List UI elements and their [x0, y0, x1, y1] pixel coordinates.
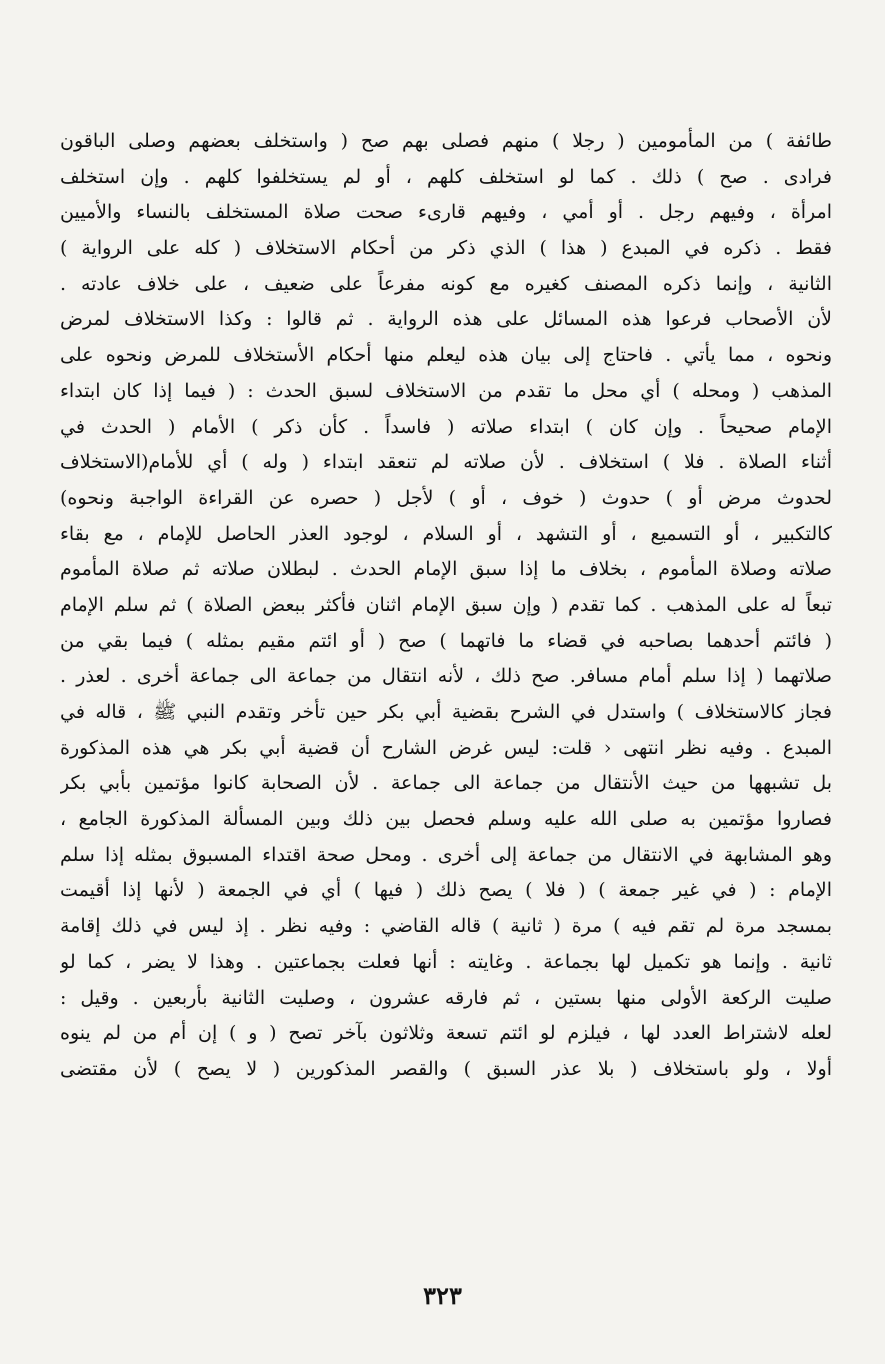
text-line: صلاته وصلاة المأموم ، بخلاف ما إذا سبق الإمام الحدث . لبطلان صلاته ثم صلاة المأموم	[60, 558, 832, 581]
text-line: المذهب ( ومحله ) أي محل ما تقدم من الاستخلاف لسبق الحدث : ( فيما إذا كان ابتداء	[60, 379, 832, 402]
text-line: بمسجد مرة لم تقم فيه ) مرة ( ثانية ) قاله القاضي : وفيه نظر . إذ ليس في ذلك إقامة	[60, 915, 832, 938]
text-line: المبدع . وفيه نظر انتهى ‹ قلت: ليس غرض الشارح أن قضية أبي بكر هي هذه المذكورة	[60, 736, 832, 759]
text-line: بل تشبهها من حيث الأنتقال من جماعة الى جماعة . لأن الصحابة كانوا مؤتمين بأبي بكر	[60, 772, 832, 795]
text-line: لعله لاشتراط العدد لها ، فيلزم لو ائتم تسعة وثلاثون بآخر تصح ( و ) إن أم من لم ينوه	[60, 1022, 832, 1045]
text-line: فجاز كالاستخلاف ) واستدل في الشرح بقضية أبي بكر حين تأخر وتقدم النبي ﷺ ، قاله في	[60, 701, 832, 723]
text-line: الإمام : ( في غير جمعة ) ( فلا ) يصح ذلك ( فيها ) أي في الجمعة ( لأنها إذا أقيمت	[60, 879, 832, 902]
text-line: صلاتهما ( إذا سلم أمام مسافر. صح ذلك ، لأنه انتقال من جماعة الى جماعة أخرى . لعذر .	[60, 665, 832, 688]
text-line: طائفة ) من المأمومين ( رجلا ) منهم فصلى بهم صح ( واستخلف بعضهم وصلى الباقون	[60, 130, 832, 152]
text-line: أثناء الصلاة . فلا ) استخلاف . لأن صلاته لم تنعقد ابتداء ( وله ) أي للأمام(الاستخلاف	[60, 451, 832, 474]
text-line: امرأة ، وفيهم رجل . أو أمي ، وفيهم قارىء صحت صلاة المستخلف بالنساء والأميين	[60, 201, 832, 224]
text-line: الإمام صحيحاً . وإن كان ) ابتداء صلاته ( فاسداً . كأن ذكر ) الأمام ( الحدث في	[60, 415, 832, 438]
text-line: كالتكبير ، أو التسميع ، أو التشهد ، أو السلام ، لوجود العذر الحاصل للإمام ، مع بقاء	[60, 522, 832, 545]
text-line: فصاروا مؤتمين به صلى الله عليه وسلم فحصل بين ذلك وبين المسألة المذكورة الجامع ،	[60, 808, 832, 831]
text-line: تبعاً له على المذهب . كما تقدم ( وإن سبق الإمام اثنان فأكثر ببعض الصلاة ) ثم سلم الإمام	[60, 593, 832, 616]
text-line: ثانية . وإنما هو تكميل لها بجماعة . وغايته : أنها فعلت بجماعتين . وهذا لا يضر ، كما لو	[60, 950, 832, 973]
text-line: ( فائتم أحدهما بصاحبه في قضاء ما فاتهما ) صح ( أو ائتم مقيم بمثله ) فيما بقي من	[60, 629, 832, 652]
text-line: صليت الركعة الأولى منها بستين ، ثم فارقه عشرون ، وصليت الثانية بأربعين . وقيل :	[60, 986, 832, 1009]
text-line: أولا ، ولو باستخلاف ( بلا عذر السبق ) والقصر المذكورين ( لا يصح ) لأن مقتضى	[60, 1057, 832, 1080]
text-line: الثانية ، وإنما ذكره المصنف كغيره مع كونه مفرعاً على ضعيف ، على خلاف عادته .	[60, 272, 832, 295]
body-text	[60, 124, 832, 1088]
text-line: فقط . ذكره في المبدع ( هذا ) الذي ذكر من أحكام الاستخلاف ( كله على الرواية )	[60, 237, 832, 260]
text-line: فرادى . صح ) ذلك . كما لو استخلف كلهم ، أو لم يستخلفوا كلهم . وإن استخلف	[60, 165, 832, 188]
text-line: لأن الأصحاب فرعوا هذه المسائل على هذه الرواية . ثم قالوا : وكذا الاستخلاف لمرض	[60, 308, 832, 331]
text-line: وهو المشابهة في الانتقال من جماعة إلى أخرى . ومحل صحة اقتداء المسبوق بمثله إذا سلم	[60, 843, 832, 866]
text-line: ونحوه ، مما يأتي . فاحتاج إلى بيان هذه ليعلم منها أحكام الأستخلاف للمرض ونحوه على	[60, 344, 832, 367]
text-line: لحدوث مرض أو ) حدوث ( خوف ، أو ) لأجل ( حصره عن القراءة الواجبة ونحوه)	[60, 486, 832, 509]
page-number: ٣٢٣	[423, 1281, 462, 1310]
